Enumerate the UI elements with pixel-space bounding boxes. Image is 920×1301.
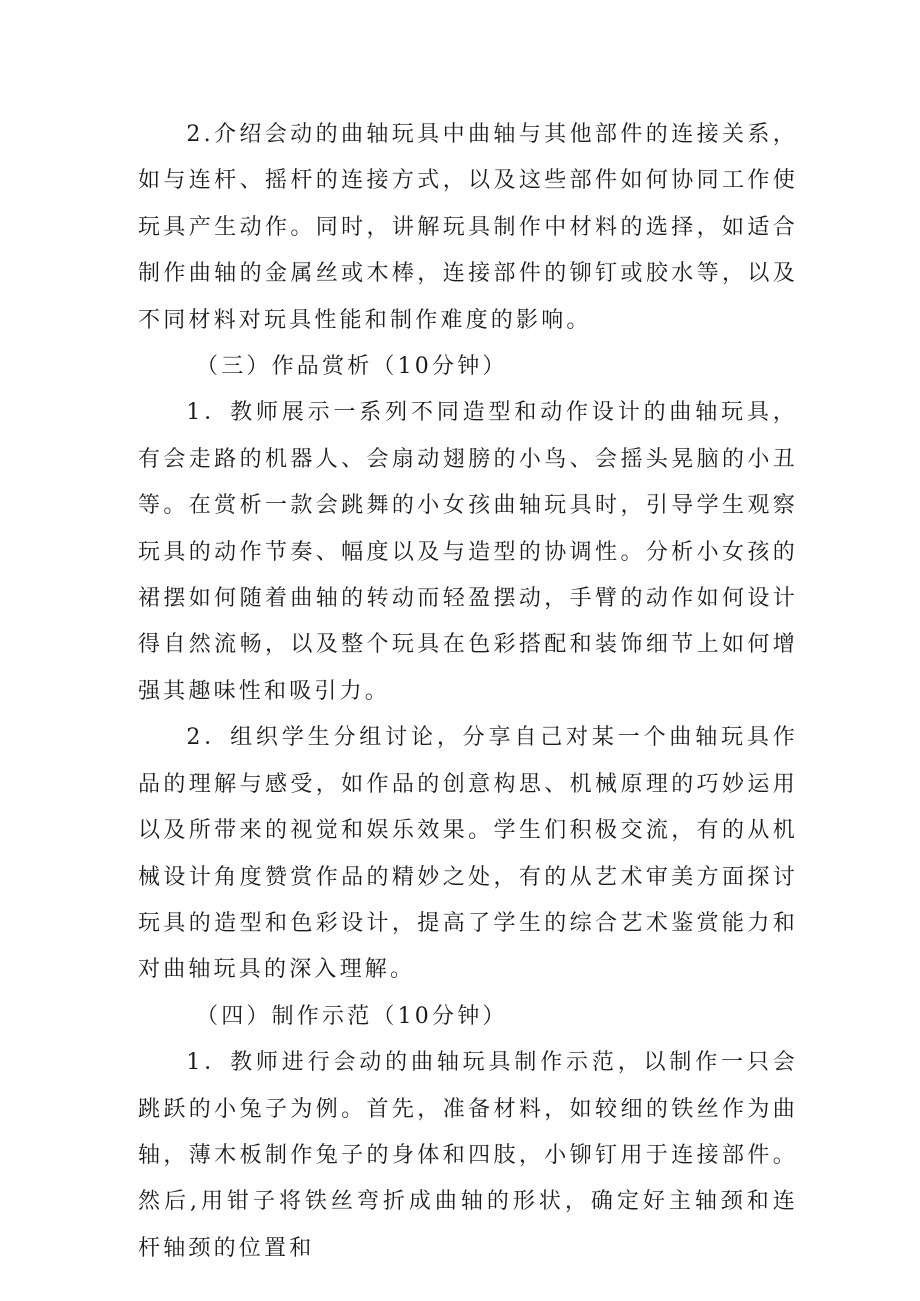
paragraph-appreciation-1: 1．教师展示一系列不同造型和动作设计的曲轴玩具，有会走路的机器人、会扇动翅膀的小鸟、会摇头晃脑的小丑等。在赏析一款会跳舞的小女孩曲轴玩具时，引导学生观察玩具的动作节奏、幅度以及与造型的协调性。分析小女孩的裙摆如何随着曲轴的转动而轻盈摆动，手臂的动作如何设计得自然流畅，以及整个玩具在色彩搭配和装饰细节上如何增强其趣味性和吸引力。	[138, 400, 798, 704]
document-body	[138, 112, 798, 1272]
paragraph-appreciation-2: 2．组织学生分组讨论，分享自己对某一个曲轴玩具作品的理解与感受，如作品的创意构思、机械原理的巧妙运用以及所带来的视觉和娱乐效果。学生们积极交流，有的从机械设计角度赞赏作品的精妙之处，有的从艺术审美方面探讨玩具的造型和色彩设计，提高了学生的综合艺术鉴赏能力和对曲轴玩具的深入理解。	[138, 725, 798, 983]
section-heading-demonstration: （四）制作示范（10分钟）	[196, 1003, 508, 1029]
paragraph-connection-materials: 2.介绍会动的曲轴玩具中曲轴与其他部件的连接关系，如与连杆、摇杆的连接方式，以及这些部件如何协同工作使玩具产生动作。同时，讲解玩具制作中材料的选择，如适合制作曲轴的金属丝或木棒，连接部件的铆钉或胶水等，以及不同材料对玩具性能和制作难度的影响。	[138, 122, 798, 333]
paragraph-demonstration-1: 1．教师进行会动的曲轴玩具制作示范，以制作一只会跳跃的小兔子为例。首先，准备材料，如较细的铁丝作为曲轴，薄木板制作兔子的身体和四肢，小铆钉用于连接部件。然后,用钳子将铁丝弯折成曲轴的形状，确定好主轴颈和连杆轴颈的位置和	[138, 1050, 798, 1261]
section-heading-appreciation: （三）作品赏析（10分钟）	[196, 354, 508, 380]
